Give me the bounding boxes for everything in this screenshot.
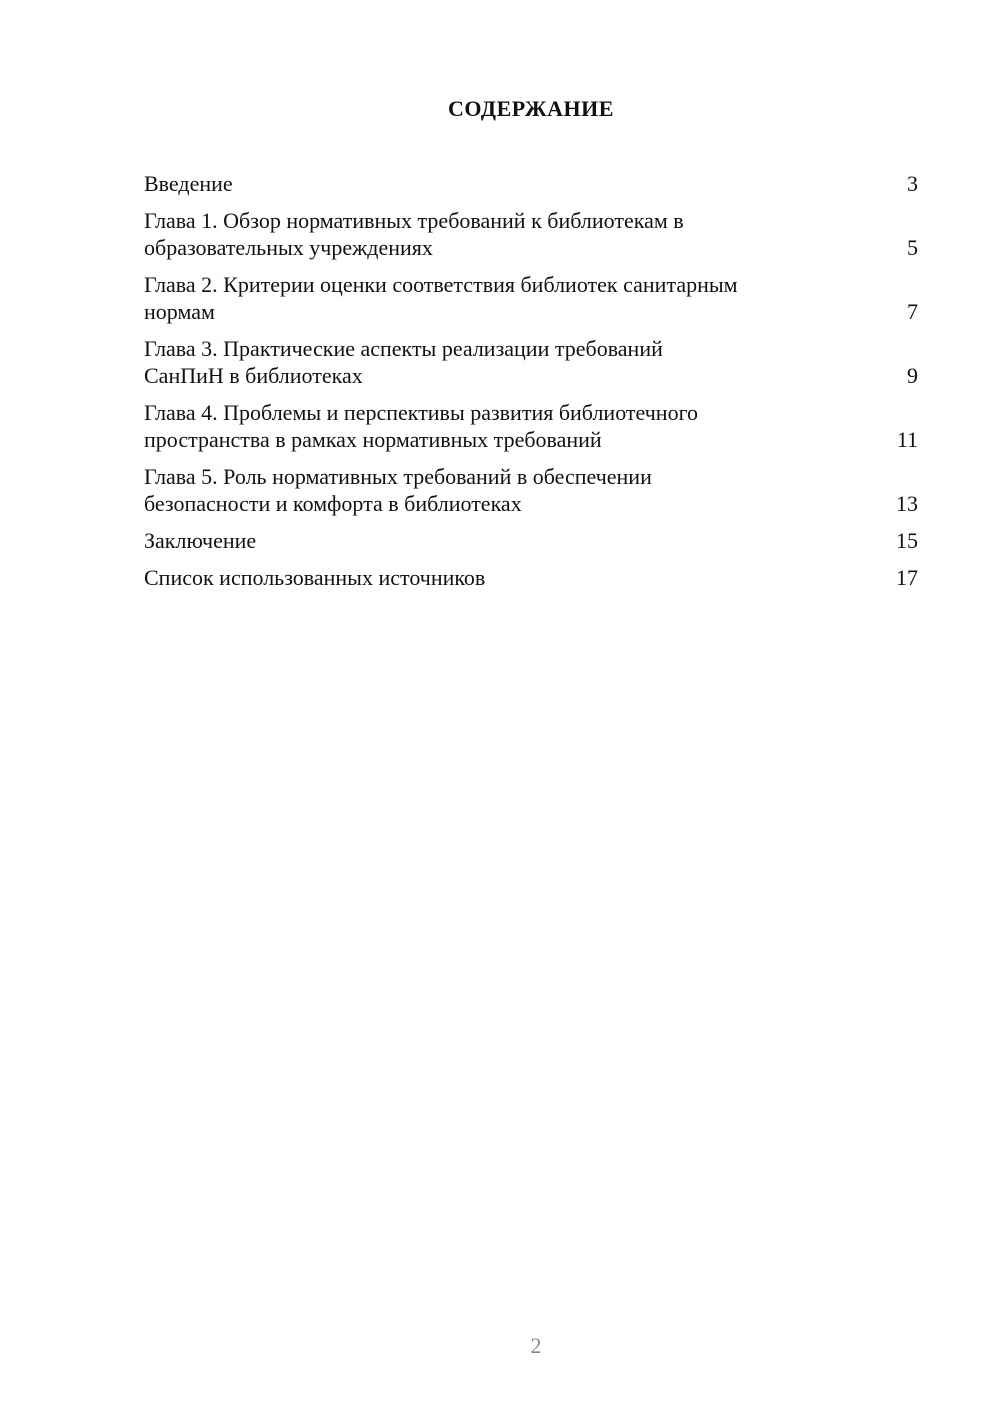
- toc-page-number: 9: [907, 363, 918, 388]
- toc-item-line: Глава 2. Критерии оценки соответствия библиотек санитарным: [144, 272, 738, 297]
- page-number: 2: [530, 1333, 542, 1358]
- page-title: СОДЕРЖАНИЕ: [448, 96, 614, 121]
- toc-page-number: 7: [907, 299, 918, 324]
- toc-page-number: 3: [907, 171, 918, 196]
- toc-item-line: Глава 3. Практические аспекты реализации требований: [144, 336, 663, 361]
- toc-page-number: 11: [896, 427, 918, 452]
- toc-item-line: Глава 4. Проблемы и перспективы развития библиотечного: [144, 400, 699, 425]
- toc-page-number: 17: [896, 565, 918, 590]
- toc-page-number: 5: [907, 235, 918, 260]
- toc-item-line: нормам: [144, 299, 215, 324]
- toc-item-text: [144, 527, 834, 554]
- toc-item-chapter-2[interactable]: [144, 271, 918, 325]
- toc-item-line: Заключение: [144, 528, 257, 553]
- toc-item-text: [144, 564, 834, 591]
- toc-item-line: СанПиН в библиотеках: [144, 363, 363, 388]
- toc-page-number: 15: [896, 528, 918, 553]
- toc-item-line: Список использованных источников: [144, 565, 486, 590]
- toc-item-chapter-4[interactable]: [144, 399, 918, 453]
- toc-item-line: пространства в рамках нормативных требований: [144, 427, 602, 452]
- toc-item-text: [144, 271, 834, 325]
- toc-item-chapter-1[interactable]: [144, 207, 918, 261]
- toc-item-text: [144, 463, 834, 517]
- toc-item-text: [144, 207, 834, 261]
- toc-item-chapter-3[interactable]: [144, 335, 918, 389]
- toc-item-line: Глава 5. Роль нормативных требований в обеспечении: [144, 464, 652, 489]
- toc-item-conclusion[interactable]: [144, 527, 918, 554]
- toc-item-text: [144, 399, 834, 453]
- toc-item-line: Глава 1. Обзор нормативных требований к библиотекам в: [144, 208, 684, 233]
- toc-item-references[interactable]: [144, 564, 918, 591]
- toc-item-introduction[interactable]: [144, 170, 918, 197]
- toc-item-text: [144, 335, 834, 389]
- toc-item-line: Введение: [144, 171, 233, 196]
- toc-item-chapter-5[interactable]: [144, 463, 918, 517]
- toc-item-line: образовательных учреждениях: [144, 235, 433, 260]
- table-of-contents: [144, 170, 918, 601]
- toc-page-number: 13: [896, 491, 918, 516]
- toc-item-text: [144, 170, 834, 197]
- toc-item-line: безопасности и комфорта в библиотеках: [144, 491, 522, 516]
